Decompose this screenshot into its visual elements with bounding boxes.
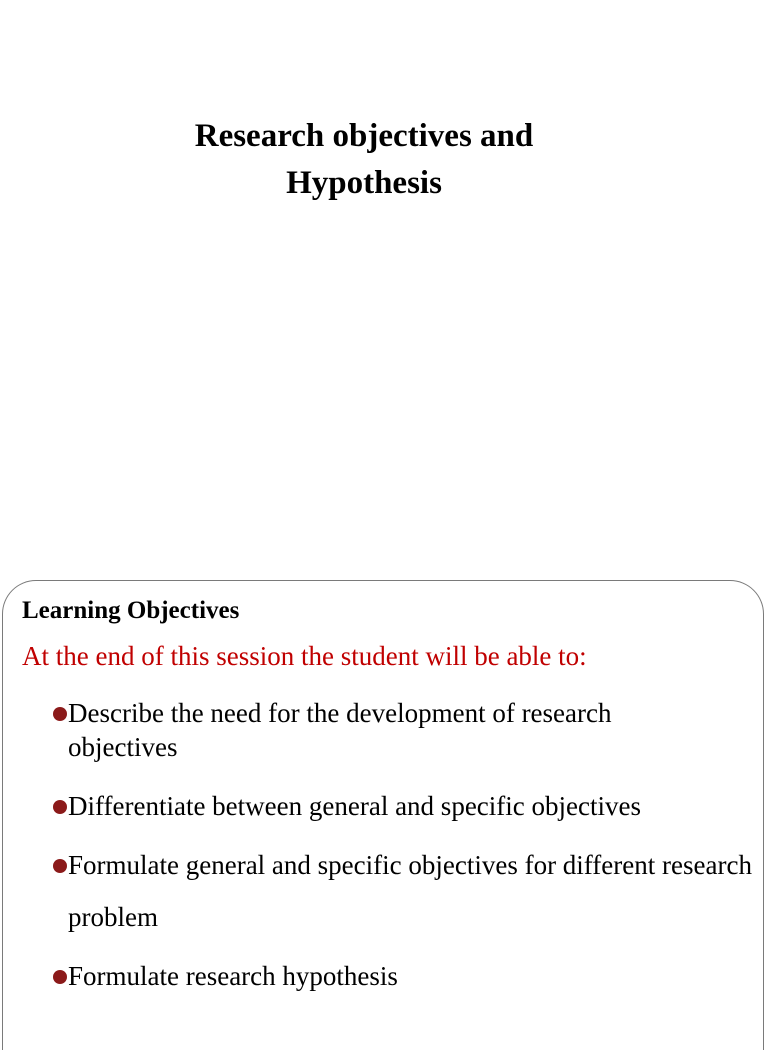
bullet-item: [53, 696, 612, 764]
bullet-item: [53, 848, 752, 934]
bullet-text: Differentiate between general and specific objectives: [68, 791, 641, 821]
section-heading: Learning Objectives: [22, 597, 240, 624]
bullet-text-continuation: objectives: [68, 732, 178, 762]
bullet-item: [53, 789, 641, 823]
slide-title: [0, 113, 728, 207]
bullet-dot-icon: [53, 800, 67, 814]
bullet-text: Describe the need for the development of research: [68, 698, 612, 728]
bullet-dot-icon: [53, 707, 67, 721]
bullet-text: Formulate research hypothesis: [68, 961, 398, 991]
slide-title-line-1: Research objectives and: [194, 118, 534, 154]
slide-title-line-2: Hypothesis: [286, 165, 442, 201]
learning-objectives-slide: [2, 580, 764, 1050]
bullet-dot-icon: [53, 859, 67, 873]
bullet-item: [53, 959, 398, 993]
bullet-dot-icon: [53, 970, 67, 984]
bullet-text: Formulate general and specific objectives for different research: [68, 850, 752, 880]
intro-text: At the end of this session the student will be able to:: [22, 641, 587, 671]
bullet-text-continuation: problem: [68, 902, 158, 932]
